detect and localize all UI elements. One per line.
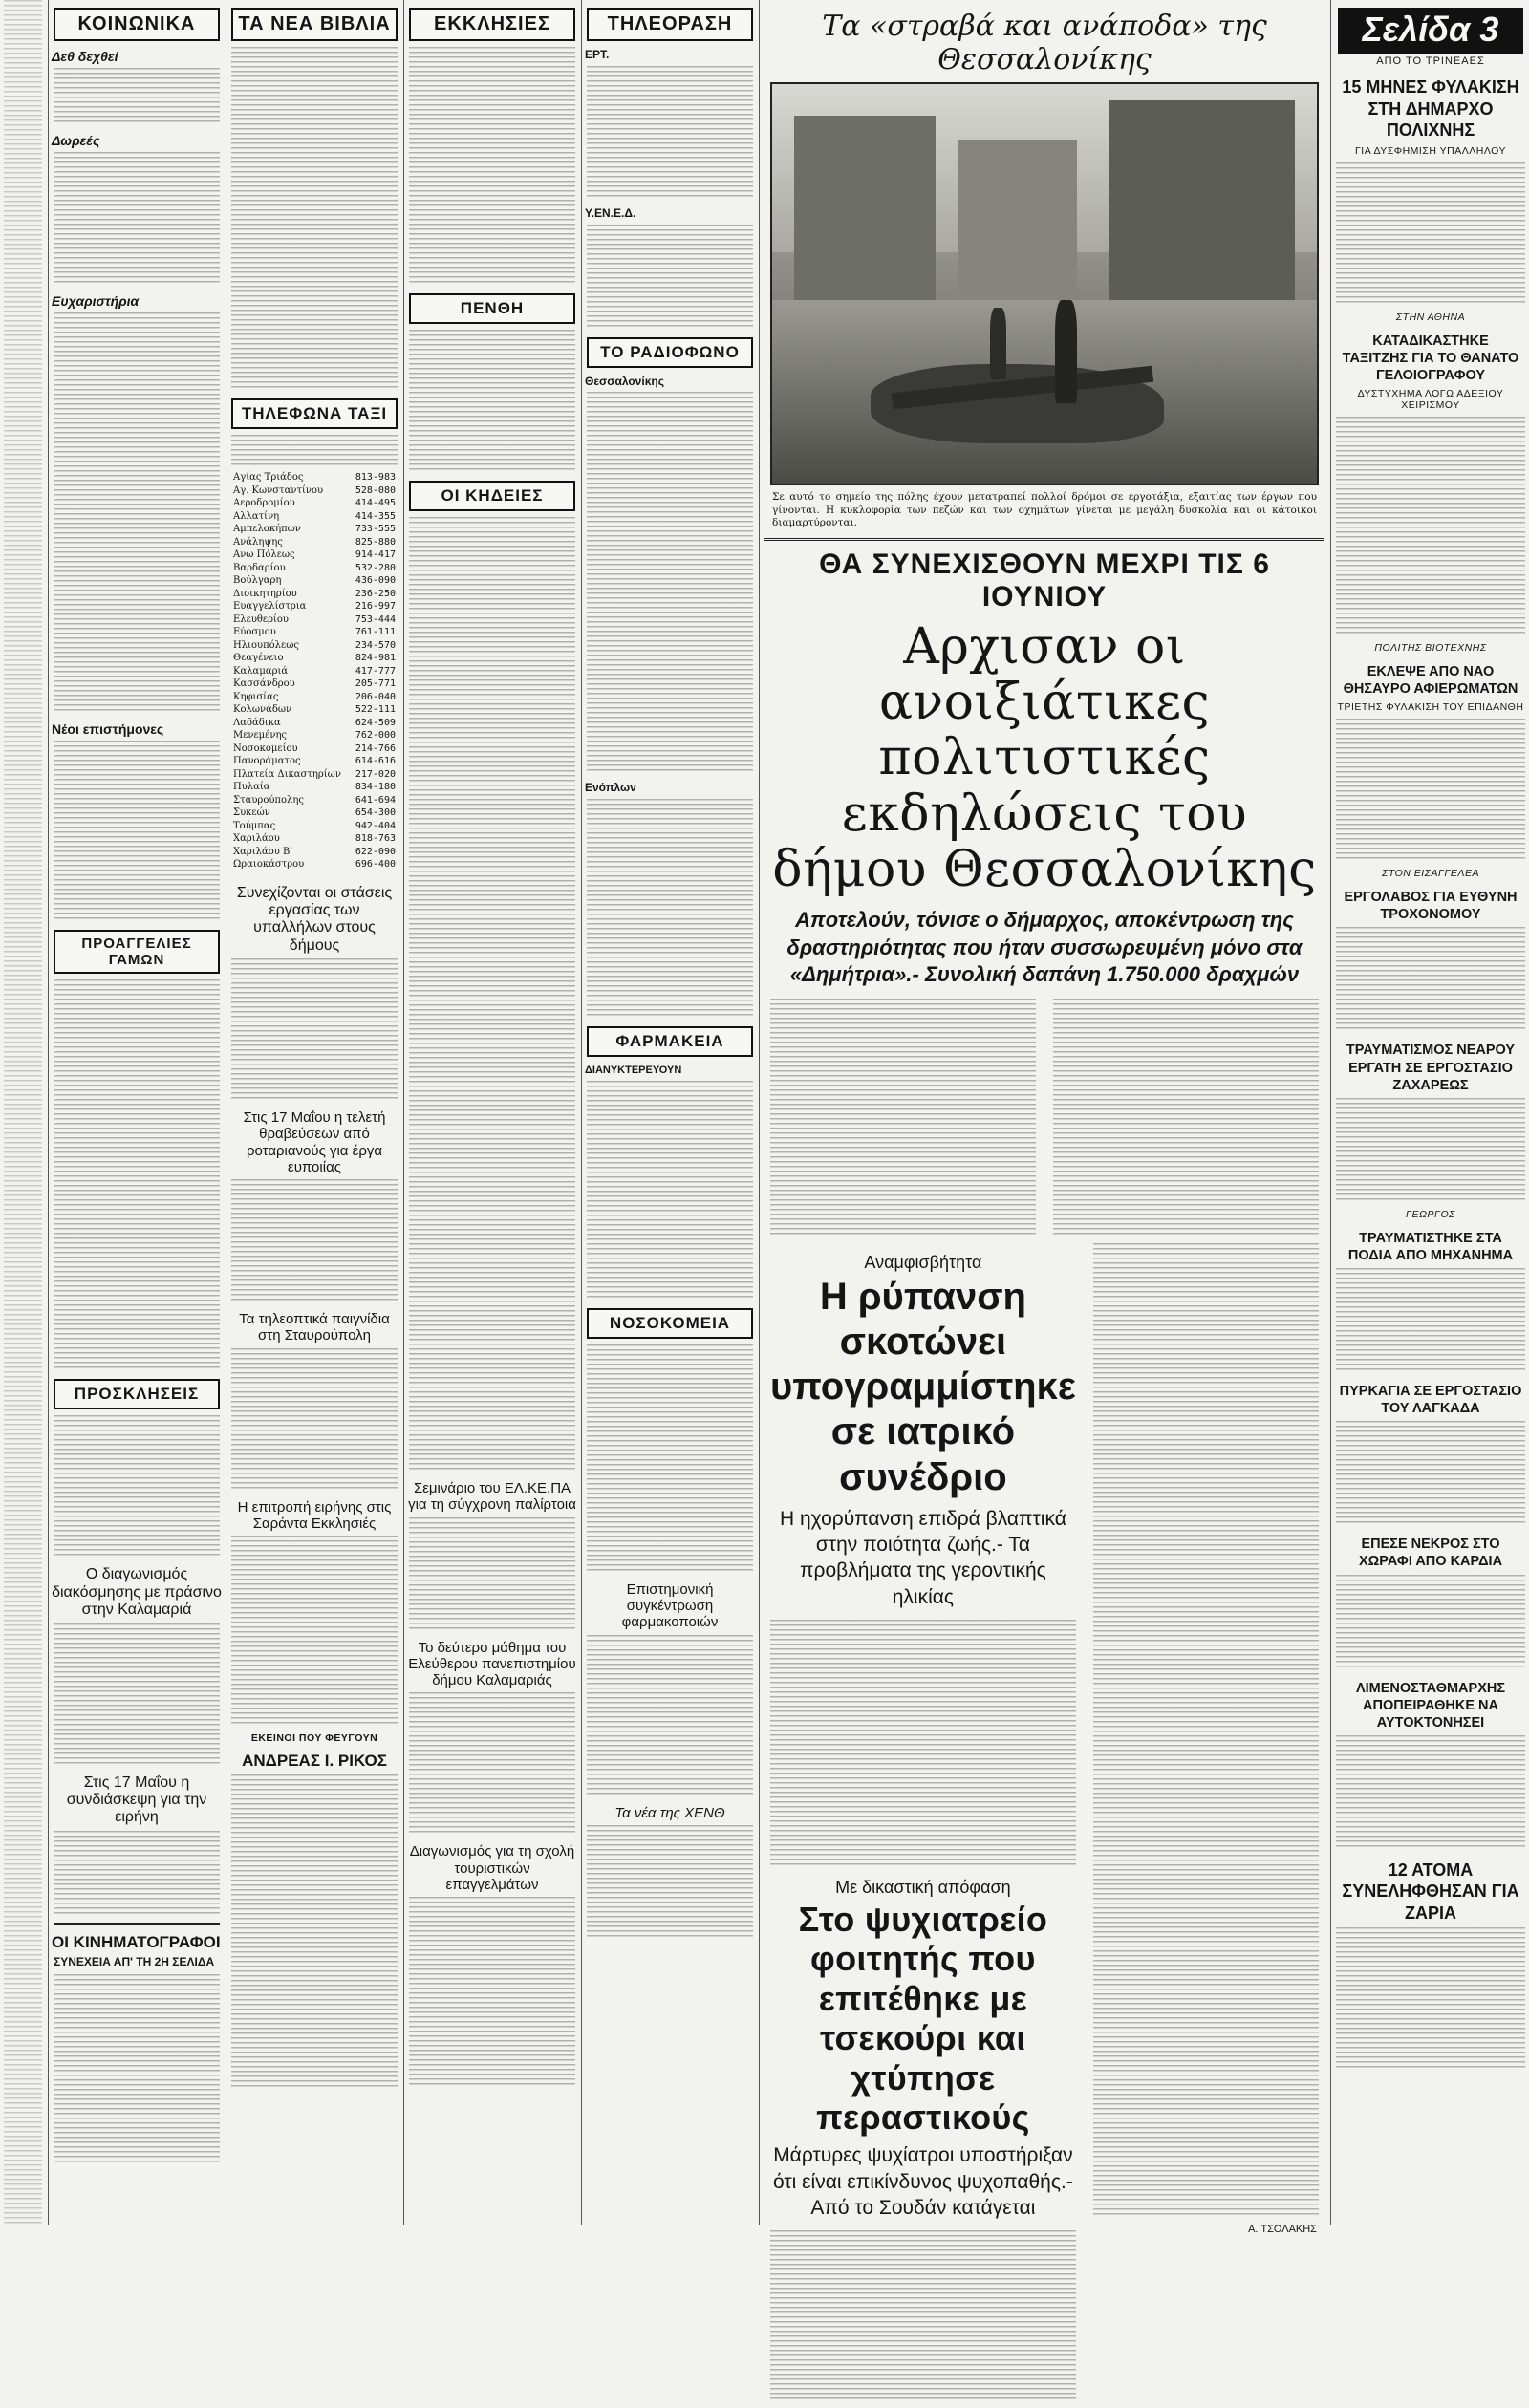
taxi-stand-name: Αεροδρομίου: [233, 498, 295, 508]
taxi-stand-name: Διοικητηρίου: [233, 588, 297, 599]
taxi-phone-row: [233, 820, 396, 833]
taxi-phone-number: 761-111: [355, 627, 396, 637]
taxi-phone-number: 206-040: [355, 691, 396, 702]
taxi-stand-name: Νοσοκομείου: [233, 742, 298, 754]
taxi-phone-row: [233, 677, 396, 691]
subhead-seminar: Σεμινάριο του ΕΛ.ΚΕ.ΠΑ για τη σύγχρονη παλίρτοια: [408, 1480, 576, 1514]
brief-label: ΣΤΗΝ ΑΘΗΝΑ: [1395, 311, 1466, 323]
taxi-stand-name: Ελευθερίου: [233, 613, 289, 625]
taxi-stand-name: Σταυρούπολης: [233, 794, 304, 806]
subhead-peace-conference: Στις 17 Μαΐου η συνδιάσκεψη για την ειρήνη: [66, 1774, 207, 1826]
column-books-phones: [227, 0, 401, 2225]
taxi-phone-row: [233, 717, 396, 730]
column-divider: [403, 0, 404, 2225]
taxi-phone-number: 813-983: [355, 472, 396, 483]
subhead-tv-games: Τα τηλεοπτικά παιγνίδια στη Σταυρούπολη: [239, 1311, 390, 1344]
court-deck: Μάρτυρες ψυχίατροι υποστήριξαν ότι είναι επικίνδυνος ψυχοπαθής.- Από το Σουδάν κατάγεται: [773, 2144, 1073, 2219]
taxi-phone-row: [233, 703, 396, 717]
taxi-phone-row: [233, 523, 396, 536]
taxi-stand-name: Χαριλάου Β': [233, 846, 293, 857]
subhead-peace-committee: Η επιτροπή ειρήνης στις Σαράντα Εκκλησιές: [237, 1498, 392, 1532]
page-number-badge: Σελίδα 3: [1338, 8, 1523, 54]
taxi-stand-name: Χαριλάου: [233, 833, 280, 844]
radio-armed-forces: Ενόπλων: [585, 781, 636, 795]
taxi-phone-row: [233, 639, 396, 653]
section-title-social: ΚΟΙΝΩΝΙΚΑ: [54, 8, 220, 41]
brief-headline: ΚΑΤΑΔΙΚΑΣΤΗΚΕ ΤΑΞΙΤΖΗΣ ΓΙΑ ΤΟ ΘΑΝΑΤΟ ΓΕΛΟΙΟΓΡΑΦΟΥ: [1342, 333, 1519, 383]
taxi-phone-row: [233, 536, 396, 549]
section-title-taxi-phones: ΤΗΛΕΦΩΝΑ ΤΑΞΙ: [231, 398, 398, 429]
taxi-stand-name: Συκεών: [233, 807, 270, 818]
taxi-stand-name: Πανοράματος: [233, 756, 301, 766]
section-title-pharmacies: ΦΑΡΜΑΚΕΙΑ: [587, 1026, 753, 1057]
brief-headline: ΕΠΕΣΕ ΝΕΚΡΟΣ ΣΤΟ ΧΩΡΑΦΙ ΑΠΟ ΚΑΡΔΙΑ: [1358, 1537, 1503, 1570]
taxi-phone-number: 528-080: [355, 484, 396, 496]
subhead-tourism-school: Διαγωνισμός για τη σχολή τουριστικών επαγγελμάτων: [409, 1843, 575, 1893]
brief-subheadline: ΓΙΑ ΔΥΣΦΗΜΙΣΗ ΥΠΑΛΛΗΛΟΥ: [1355, 144, 1506, 157]
taxi-stand-name: Κηφισίας: [233, 691, 279, 702]
banner-headline: ΘΑ ΣΥΝΕΧΙΣΘΟΥΝ ΜΕΧΡΙ ΤΙΣ 6 ΙΟΥΝΙΟΥ: [819, 548, 1270, 613]
taxi-phone-row: [233, 548, 396, 562]
taxi-stand-name: Αγίας Τριάδος: [233, 472, 304, 483]
column-news-briefs: [1332, 0, 1529, 2225]
pollution-deck: Η ηχορύπανση επιδρά βλαπτικά στην ποιότητα ζωής.- Τα προβλήματα της γεροντικής ηλικίας: [779, 1507, 1066, 1608]
taxi-phone-number: 436-090: [355, 575, 396, 586]
taxi-stand-name: Εύοσμου: [233, 627, 276, 637]
obituary-label: ΕΚΕΙΝΟΙ ΠΟΥ ΦΕΥΓΟΥΝ: [250, 1732, 378, 1745]
taxi-phone-number: 624-509: [355, 717, 396, 728]
taxi-phone-row: [233, 742, 396, 756]
taxi-stand-name: Ανάληψης: [233, 536, 283, 548]
taxi-stand-name: Πυλαία: [233, 782, 270, 792]
taxi-phone-number: 825-880: [355, 536, 396, 548]
taxi-stand-name: Τούμπας: [233, 820, 276, 831]
taxi-stand-name: Θεαγένειο: [233, 653, 284, 663]
taxi-phone-row: [233, 691, 396, 704]
taxi-phone-number: 532-280: [355, 562, 396, 573]
taxi-phone-number: 217-020: [355, 768, 396, 780]
brief-label: ΠΟΛΙΤΗΣ ΒΙΟΤΕΧΝΗΣ: [1374, 641, 1487, 654]
cinema-continued: ΣΥΝΕΧΕΙΑ ΑΠ' ΤΗ 2Η ΣΕΛΙΔΑ: [54, 1955, 215, 1969]
court-headline: Στο ψυχιατρείο φοιτητής που επιτέθηκε με τσεκούρι και χτύπησε περαστικούς: [798, 1900, 1048, 2137]
taxi-phone-number: 622-090: [355, 846, 396, 857]
taxi-phone-row: [233, 846, 396, 859]
taxi-phone-row: [233, 510, 396, 524]
section-title-new-books: ΤΑ ΝΕΑ ΒΙΒΛΙΑ: [231, 8, 398, 41]
taxi-phone-row: [233, 832, 396, 846]
taxi-phone-row: [233, 806, 396, 820]
taxi-stand-name: Ανω Πόλεως: [233, 549, 295, 560]
taxi-stand-name: Αγ. Κωνσταντίνου: [233, 484, 324, 496]
taxi-phone-row: [233, 729, 396, 742]
taxi-phone-number: 641-694: [355, 794, 396, 806]
section-title-tv: ΤΗΛΕΟΡΑΣΗ: [587, 8, 753, 41]
taxi-phone-number: 205-771: [355, 678, 396, 689]
previous-page-edge: [0, 0, 46, 2225]
taxi-phone-row: [233, 471, 396, 484]
pollution-kicker: Αναμφισβήτητα: [864, 1252, 982, 1272]
column-divider: [48, 0, 49, 2225]
main-headline: Αρχισαν οι ανοιξιάτικες πολιτιστικές εκδηλώσεις του δήμου Θεσσαλονίκης: [772, 617, 1317, 898]
photo-title: Τα «στραβά και ανάποδα» της Θεσσαλονίκης: [822, 10, 1267, 76]
news-briefs-list: [1332, 76, 1529, 2071]
brief-headline: ΕΡΓΟΛΑΒΟΣ ΓΙΑ ΕΥΘΥΝΗ ΤΡΟΧΟΝΟΜΟΥ: [1344, 890, 1518, 923]
taxi-phone-number: 414-355: [355, 510, 396, 522]
section-title-invitations: ΠΡΟΣΚΛΗΣΕΙΣ: [54, 1379, 220, 1409]
taxi-phone-row: [233, 484, 396, 498]
subhead-rotary: Στις 17 Μαΐου η τελετή θραβεύσεων από ροταριανούς για έργα ευποιίας: [243, 1109, 386, 1175]
street-photo: [770, 82, 1319, 485]
taxi-stand-name: Μενεμένης: [233, 730, 288, 741]
main-stories: [761, 0, 1328, 2235]
taxi-stand-name: Κολωνάδων: [233, 704, 292, 715]
section-title-hospitals: ΝΟΣΟΚΟΜΕΙΑ: [587, 1308, 753, 1339]
obituary-name: ΑΝΔΡΕΑΣ Ι. ΡΙΚΟΣ: [242, 1752, 387, 1771]
section-title-wedding-announcements: ΠΡΟΑΓΓΕΛΙΕΣ ΓΑΜΩΝ: [54, 930, 220, 974]
subhead-thanks: Ευχαριστήρια: [52, 293, 140, 310]
column-divider: [581, 0, 582, 2225]
taxi-phone-number: 417-777: [355, 665, 396, 677]
taxi-phone-row: [233, 600, 396, 613]
taxi-phone-number: 234-570: [355, 639, 396, 651]
taxi-phone-number: 818-763: [355, 833, 396, 844]
taxi-phone-number: 236-250: [355, 588, 396, 599]
column-churches: [405, 0, 579, 2225]
main-deck: Αποτελούν, τόνισε ο δήμαρχος, αποκέντρωση της δραστηριότητας που ήταν συσσωρευμένη μόνο στα «Δημήτρια».- Συνολική δαπάνη 1.750.000 δραχμών: [786, 908, 1303, 987]
taxi-phone-row: [233, 665, 396, 678]
taxi-phone-number: 614-616: [355, 756, 396, 766]
brief-headline: ΤΡΑΥΜΑΤΙΣΜΟΣ ΝΕΑΡΟΥ ΕΡΓΑΤΗ ΣΕ ΕΡΓΟΣΤΑΣΙΟ ΖΑΧΑΡΕΩΣ: [1346, 1043, 1516, 1093]
taxi-stand-name: Αμπελοκήπων: [233, 524, 301, 534]
page-subtitle: ΑΠΟ ΤΟ ΤΡΙΝΕΑΕΣ: [1376, 55, 1485, 67]
taxi-phone-row: [233, 613, 396, 627]
taxi-stand-name: Ωραιοκάστρου: [233, 859, 305, 870]
subhead-strikes: Συνεχίζονται οι στάσεις εργασίας των υπαλλήλων στους δήμους: [236, 884, 393, 954]
taxi-phone-row: [233, 574, 396, 588]
taxi-phone-number: 942-404: [355, 820, 396, 831]
taxi-phone-number: 414-495: [355, 498, 396, 508]
taxi-stand-name: Ηλιουπόλεως: [233, 639, 299, 651]
taxi-phone-number: 762-000: [355, 730, 396, 741]
byline: Α. ΤΣΟΛΑΚΗΣ: [1248, 2223, 1317, 2235]
taxi-phone-row: [233, 562, 396, 575]
taxi-phone-list: [227, 471, 401, 871]
section-title-radio: ΤΟ ΡΑΔΙΟΦΩΝΟ: [587, 337, 753, 368]
taxi-stand-name: Καλαμαριά: [233, 665, 289, 677]
taxi-stand-name: Αλλατίνη: [233, 510, 280, 522]
cinema-title: ΟΙ ΚΙΝΗΜΑΤΟΓΡΑΦΟΙ: [52, 1932, 221, 1951]
taxi-phone-row: [233, 626, 396, 639]
taxi-phone-number: 214-766: [355, 742, 396, 754]
taxi-phone-number: 753-444: [355, 613, 396, 625]
pollution-headline: Η ρύπανση σκοτώνει υπογραμμίστηκε σε ιατρικό συνέδριο: [770, 1275, 1076, 1498]
photo-caption: Σε αυτό το σημείο της πόλης έχουν μετατραπεί πολλοί δρόμοι σε εργοτάξια, εξαιτίας των έργων που γίνονται. Η κυκλοφορία των πεζών και των οχημάτων γίνεται με μεγάλη δυσκολία και οι κάτοικοι διαμαρτύρονται.: [772, 491, 1317, 529]
brief-headline: ΕΚΛΕΨΕ ΑΠΟ ΝΑΟ ΘΗΣΑΥΡΟ ΑΦΙΕΡΩΜΑΤΩΝ: [1343, 663, 1518, 697]
brief-headline: ΛΙΜΕΝΟΣΤΑΘΜΑΡΧΗΣ ΑΠΟΠΕΙΡΑΘΗΚΕ ΝΑ ΑΥΤΟΚΤΟΝΗΣΕΙ: [1355, 1680, 1506, 1731]
subhead-greenery-contest: Ο διαγωνισμός διακόσμησης με πράσινο στην Καλαμαριά: [52, 1566, 222, 1619]
taxi-phone-row: [233, 794, 396, 807]
taxi-stand-name: Κασσάνδρου: [233, 678, 295, 689]
taxi-phone-row: [233, 588, 396, 601]
column-divider: [1330, 0, 1331, 2225]
taxi-phone-number: 696-400: [355, 859, 396, 870]
taxi-stand-name: Ευαγγελίστρια: [233, 601, 307, 612]
brief-headline: 15 ΜΗΝΕΣ ΦΥΛΑΚΙΣΗ ΣΤΗ ΔΗΜΑΡΧΟ ΠΟΛΙΧΝΗΣ: [1342, 77, 1519, 140]
brief-headline: 12 ΑΤΟΜΑ ΣΥΝΕΛΗΦΘΗΣΑΝ ΓΙΑ ΖΑΡΙΑ: [1342, 1860, 1519, 1923]
tv-channel-ert: ΕΡΤ.: [585, 48, 610, 61]
subhead-donations: Δωρεές: [52, 133, 100, 149]
taxi-stand-name: Βαρδαρίου: [233, 562, 286, 573]
brief-headline: ΠΥΡΚΑΓΙΑ ΣΕ ΕΡΓΟΣΤΑΣΙΟ ΤΟΥ ΛΑΓΚΑΔΑ: [1339, 1384, 1522, 1417]
subhead-free-university: Το δεύτερο μάθημα του Ελεύθερου πανεπιστημίου δήμου Καλαμαριάς: [408, 1639, 576, 1688]
column-divider: [759, 0, 760, 2225]
taxi-phone-row: [233, 652, 396, 665]
tv-channel-yened: Υ.ΕΝ.Ε.Δ.: [585, 205, 636, 220]
brief-subheadline: ΔΥΣΤΥΧΗΜΑ ΛΟΓΩ ΑΔΕΞΙΟΥ ΧΕΙΡΙΣΜΟΥ: [1357, 387, 1504, 411]
pharmacies-night: ΔΙΑΝΥΚΤΕΡΕΥΟΥΝ: [585, 1064, 682, 1077]
taxi-phone-row: [233, 755, 396, 768]
taxi-phone-number: 824-981: [355, 653, 396, 663]
taxi-phone-row: [233, 858, 396, 871]
brief-subheadline: ΤΡΙΕΤΗΣ ΦΥΛΑΚΙΣΗ ΤΟΥ ΕΠΙΔΑΝΘΗ: [1337, 701, 1524, 714]
taxi-phone-number: 522-111: [355, 704, 396, 715]
subhead-accepted: Δεθ δεχθεί: [52, 49, 118, 64]
section-title-churches: ΕΚΚΛΗΣΙΕΣ: [409, 8, 575, 41]
brief-label: ΣΤΟΝ ΕΙΣΑΓΓΕΛΕΑ: [1382, 868, 1479, 880]
subhead-new-scientists: Νέοι επιστήμονες: [52, 721, 164, 738]
section-title-mourning: ΠΕΝΘΗ: [409, 293, 575, 324]
taxi-phone-number: 216-997: [355, 601, 396, 612]
taxi-stand-name: Βούλγαρη: [233, 575, 282, 586]
taxi-stand-name: Πλατεία Δικαστηρίων: [233, 768, 341, 780]
radio-thessaloniki: Θεσσαλονίκης: [585, 374, 664, 388]
subhead-xenth: Τα νέα της ΧΕΝΘ: [614, 1804, 725, 1821]
brief-label: ΓΕΩΡΓΟΣ: [1406, 1208, 1455, 1220]
taxi-phone-row: [233, 768, 396, 782]
section-title-funerals: ΟΙ ΚΗΔΕΙΕΣ: [409, 481, 575, 511]
taxi-phone-row: [233, 781, 396, 794]
column-social: [50, 0, 224, 2225]
taxi-phone-number: 654-300: [355, 807, 396, 818]
taxi-stand-name: Λαδάδικα: [233, 717, 281, 728]
taxi-phone-row: [233, 497, 396, 510]
court-kicker: Με δικαστική απόφαση: [835, 1878, 1011, 1897]
taxi-phone-number: 733-555: [355, 524, 396, 534]
subhead-pharmacists: Επιστημονική συγκέντρωση φαρμακοποιών: [621, 1580, 719, 1631]
column-tv-radio: [583, 0, 757, 2225]
brief-headline: ΤΡΑΥΜΑΤΙΣΤΗΚΕ ΣΤΑ ΠΟΔΙΑ ΑΠΟ ΜΗΧΑΝΗΜΑ: [1347, 1230, 1514, 1263]
taxi-phone-number: 834-180: [355, 782, 396, 792]
taxi-phone-number: 914-417: [355, 549, 396, 560]
